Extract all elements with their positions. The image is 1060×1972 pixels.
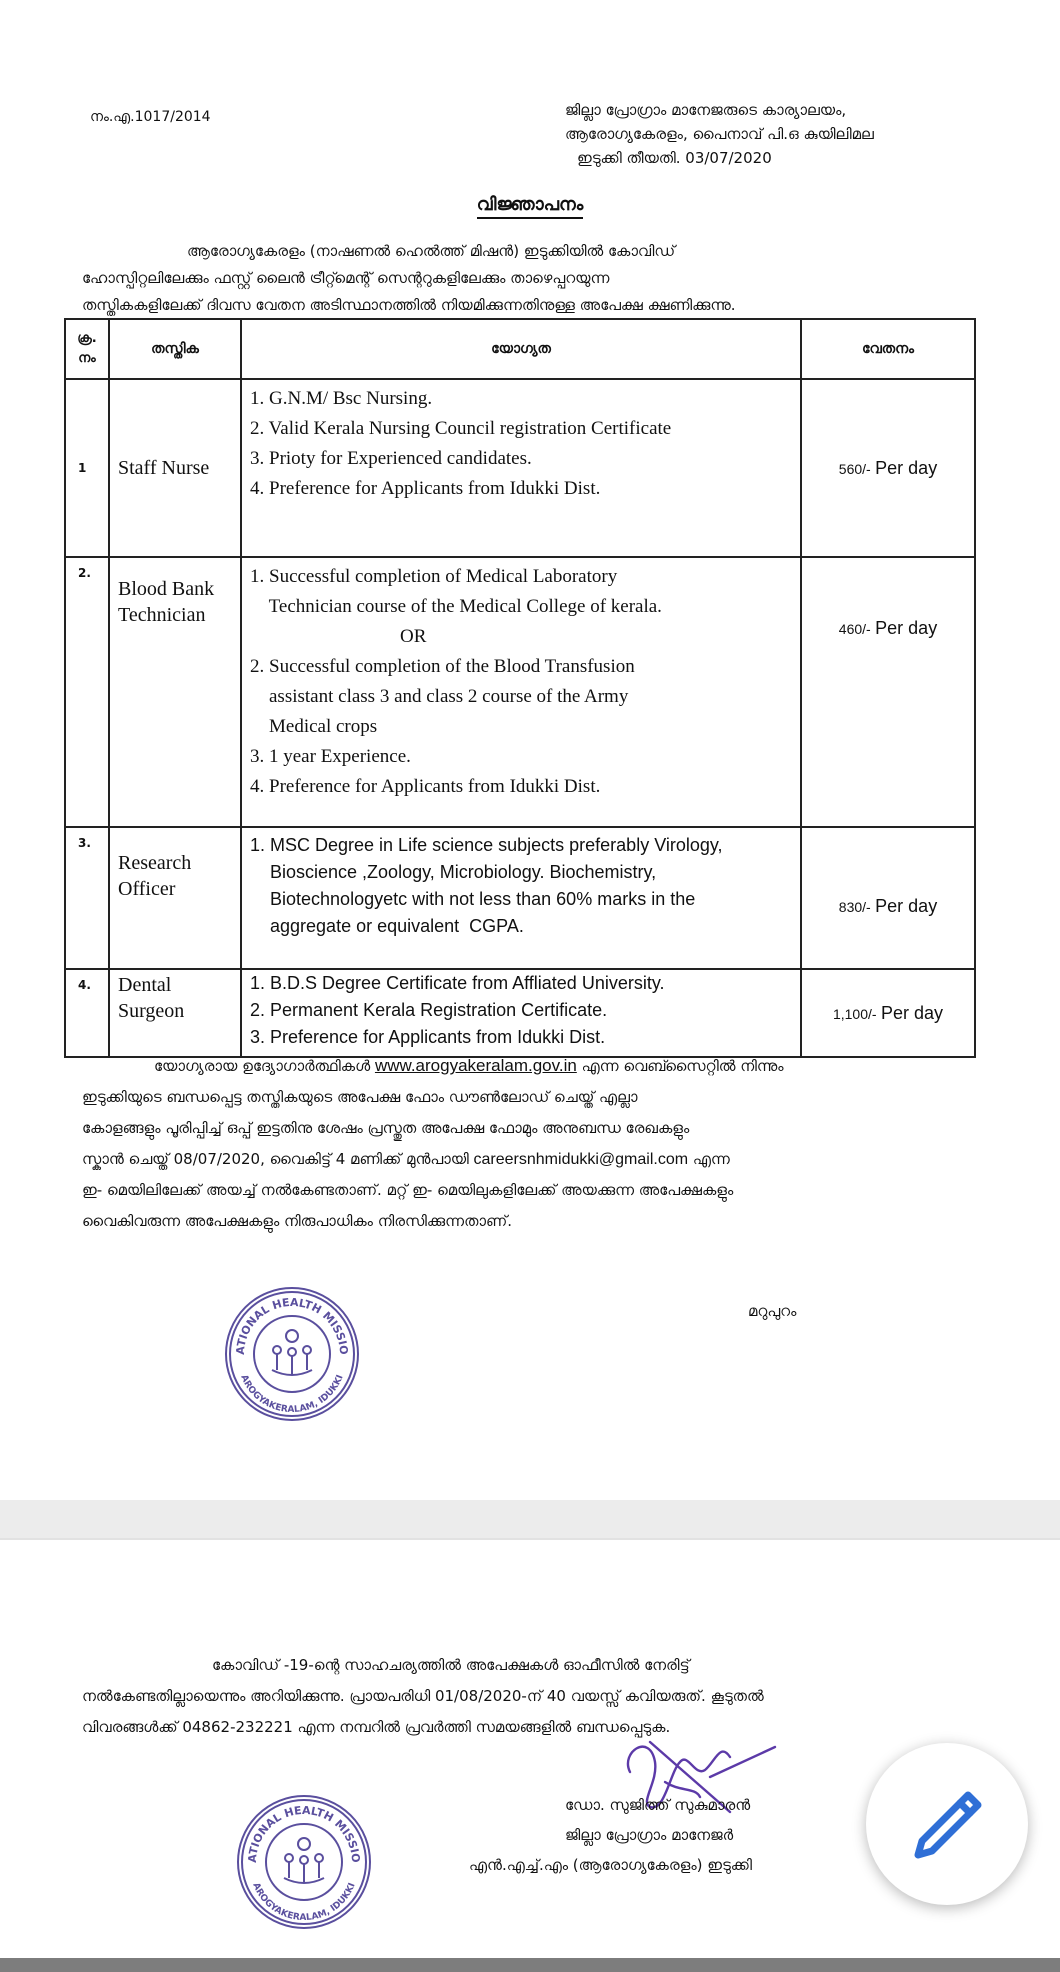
signatory-office: എൻ.എച്ച്.എം (ആരോഗ്യകേരളം) ഇടുക്കി [469,1856,752,1874]
office-line: ഇടുക്കി തീയതി. 03/07/2020 [577,149,772,167]
instruction-line: ഇ- മെയിലിലേക്ക് അയച്ച് നൽകേണ്ടതാണ്. മറ്റ് ഇ- മെയിലുകളിലേക്ക് അയക്കുന്ന അപേക്ഷകളും [82,1181,734,1199]
row-post [109,557,241,827]
notice-line: വിവരങ്ങൾക്ക് 04862-232221 എന്ന നമ്പറിൽ പ്രവർത്തി സമയങ്ങളിൽ ബന്ധപ്പെടുക. [82,1718,671,1736]
bottom-bar [0,1958,1060,1972]
row-sl-text: 4. [78,978,91,992]
qualification-line: Bioscience ,Zoology, Microbiology. Biochemistry, [250,862,657,882]
qualification-line: OR [400,626,427,647]
salary-amount: 830/- [838,899,871,915]
edit-button[interactable] [866,1743,1028,1905]
table-row [65,969,975,1057]
page-turn-note: മറുപുറം [748,1302,797,1320]
row-qualification [241,827,801,969]
qualification-line: assistant class 3 and class 2 course of the Army [250,686,629,707]
qualification-line: 2. Successful completion of the Blood Transfusion [250,656,635,677]
pencil-icon [866,1743,1028,1905]
heading-text: വിജ്ഞാപനം [477,194,584,219]
row-salary [801,379,975,557]
intro-paragraph [82,238,950,319]
salary-unit: Per day [875,896,938,916]
header-sl-line: ക്ര. [77,331,97,346]
qualification-line: Biotechnologyetc with not less than 60% marks in the [250,889,696,909]
row-salary [801,557,975,827]
qualification-line: 3. Preference for Applicants from Idukki Dist. [250,1027,606,1047]
qualification-line: 4. Preference for Applicants from Idukki Dist. [250,478,601,499]
row-sl-text: 3. [78,836,91,850]
row-post [109,379,241,557]
instruction-line [82,1050,950,1082]
instruction-line: കോളങ്ങളും പൂരിപ്പിച്ച് ഒപ്പ് ഇട്ടതിനു ശേഷം പ്രസ്തുത അപേക്ഷ ഫോമും അനുബന്ധ രേഖകളും [82,1119,690,1137]
salary-unit: Per day [875,457,938,478]
instruction-line: ഇടുക്കിയുടെ ബന്ധപ്പെട്ട തസ്തികയുടെ അപേക്ഷ ഫോം ഡൗൺലോഡ് ചെയ്ത് എല്ലാ [82,1088,638,1106]
reference-number: നം.എ.1017/2014 [90,109,211,125]
row-post [109,969,241,1057]
seal-bottom-text: AROGYAKERALAM, IDUKKI [250,1881,358,1924]
instruction-text: എന്ന വെബ്സൈറ്റിൽ നിന്നും [576,1057,784,1075]
post-line: Dental [118,974,172,996]
post-line: Surgeon [118,1000,185,1022]
seal-bottom-text: AROGYAKERALAM, IDUKKI [238,1373,346,1416]
website-link[interactable]: www.arogyakeralam.gov.in [374,1056,577,1075]
notification-heading [0,192,1060,218]
header-sl [65,319,109,379]
row-salary [801,827,975,969]
signatory-name: ഡോ. സുജിത്ത് സുകുമാരൻ [565,1796,751,1814]
instruction-text: എന്ന [688,1150,730,1168]
post-line: Staff Nurse [118,457,210,479]
row-sl [65,557,109,827]
header-post: തസ്തിക [109,319,241,379]
row-sl [65,827,109,969]
qualification-line: aggregate or equivalent CGPA. [250,916,524,936]
intro-line: തസ്തികകളിലേക്ക് ദിവസ വേതന അടിസ്ഥാനത്തിൽ നിയമിക്കുന്നതിനുള്ള അപേക്ഷ ക്ഷണിക്കുന്നു. [82,296,736,314]
row-post [109,827,241,969]
instruction-text: സ്കാൻ ചെയ്ത് 08/07/2020, വൈകിട്ട് 4 മണിക്ക് മുൻപായി [82,1150,474,1168]
salary-unit: Per day [881,1002,944,1023]
qualification-line: 1. G.N.M/ Bsc Nursing. [250,388,433,409]
signatory-block [469,1790,752,1880]
qualification-line: 1. Successful completion of Medical Laboratory [250,566,618,587]
salary-amount: 1,100/- [832,1005,877,1022]
row-qualification [241,557,801,827]
office-line: ജില്ലാ പ്രോഗ്രാം മാനേജരുടെ കാര്യാലയം, [565,101,847,119]
table-row [65,379,975,557]
table-row [65,827,975,969]
notice-line: നൽകേണ്ടതില്ലായെന്നും അറിയിക്കുന്നു. പ്രായപരിധി 01/08/2020-ന് 40 വയസ്സ് കവിയരുത്. കൂടുതൽ [82,1687,764,1705]
qualification-line: 4. Preference for Applicants from Idukki Dist. [250,776,601,797]
qualification-line: 1. MSC Degree in Life science subjects preferably Virology, [250,835,723,855]
row-sl-text: 1 [78,461,87,475]
row-sl [65,969,109,1057]
salary-amount: 460/- [838,621,871,637]
covid-notice [82,1650,950,1743]
header-sl-line: നം [78,351,96,366]
instruction-line: വൈകിവരുന്ന അപേക്ഷകളും നിരുപാധികം നിരസിക്കുന്നതാണ്. [82,1212,512,1230]
email-address[interactable]: careersnhmidukki@gmail.com [473,1151,689,1168]
row-qualification [241,379,801,557]
posts-table [64,318,976,1058]
row-qualification [241,969,801,1057]
qualification-line: Technician course of the Medical College of kerala. [250,596,662,617]
nhm-seal-icon [234,1792,374,1932]
qualification-line: 3. Prioty for Experienced candidates. [250,448,532,469]
salary-unit: Per day [875,618,938,638]
office-address [565,98,874,170]
post-line: Officer [118,878,176,900]
signatory-designation: ജില്ലാ പ്രോഗ്രാം മാനേജർ [565,1826,734,1844]
header-salary: വേതനം [801,319,975,379]
qualification-line: 2. Valid Kerala Nursing Council registration Certificate [250,418,672,439]
qualification-line: 3. 1 year Experience. [250,746,411,767]
post-line: Technician [118,604,206,626]
notice-line: കോവിഡ് -19-ന്റെ സാഹചര്യത്തിൽ അപേക്ഷകൾ ഓഫീസിൽ നേരിട്ട് [212,1656,690,1674]
instruction-line [82,1144,950,1175]
qualification-line: 1. B.D.S Degree Certificate from Affliated University. [250,973,665,993]
intro-line: ഹോസ്പിറ്റലിലേക്കും ഫസ്റ്റ് ലൈൻ ട്രീറ്റ്മെന്റ് സെന്ററുകളിലേക്കും താഴെപ്പറയുന്ന [82,269,610,287]
office-line: ആരോഗ്യകേരളം, പൈനാവ് പി.ഒ കുയിലിമല [565,125,874,143]
page-gap [0,1500,1060,1540]
header-qualification: യോഗ്യത [241,319,801,379]
row-sl-text: 2. [78,566,91,580]
seal-top-text: ATIONAL HEALTH MISSIO [233,1295,351,1356]
qualification-line: Medical crops [250,716,378,737]
row-sl [65,379,109,557]
post-line: Blood Bank [118,578,215,600]
intro-line: ആരോഗ്യകേരളം (നാഷണൽ ഹെൽത്ത് മിഷൻ) ഇടുക്കിയിൽ കോവിഡ് [187,242,676,260]
post-line: Research [118,852,192,874]
table-row [65,557,975,827]
application-instructions [82,1050,950,1237]
qualification-line: 2. Permanent Kerala Registration Certificate. [250,1000,608,1020]
nhm-seal-icon [222,1284,362,1424]
row-salary [801,969,975,1057]
table-header-row [65,319,975,379]
instruction-text: യോഗ്യരായ ഉദ്യോഗാർത്ഥികൾ [154,1057,375,1075]
seal-top-text: ATIONAL HEALTH MISSIO [245,1803,363,1864]
salary-amount: 560/- [838,460,871,477]
